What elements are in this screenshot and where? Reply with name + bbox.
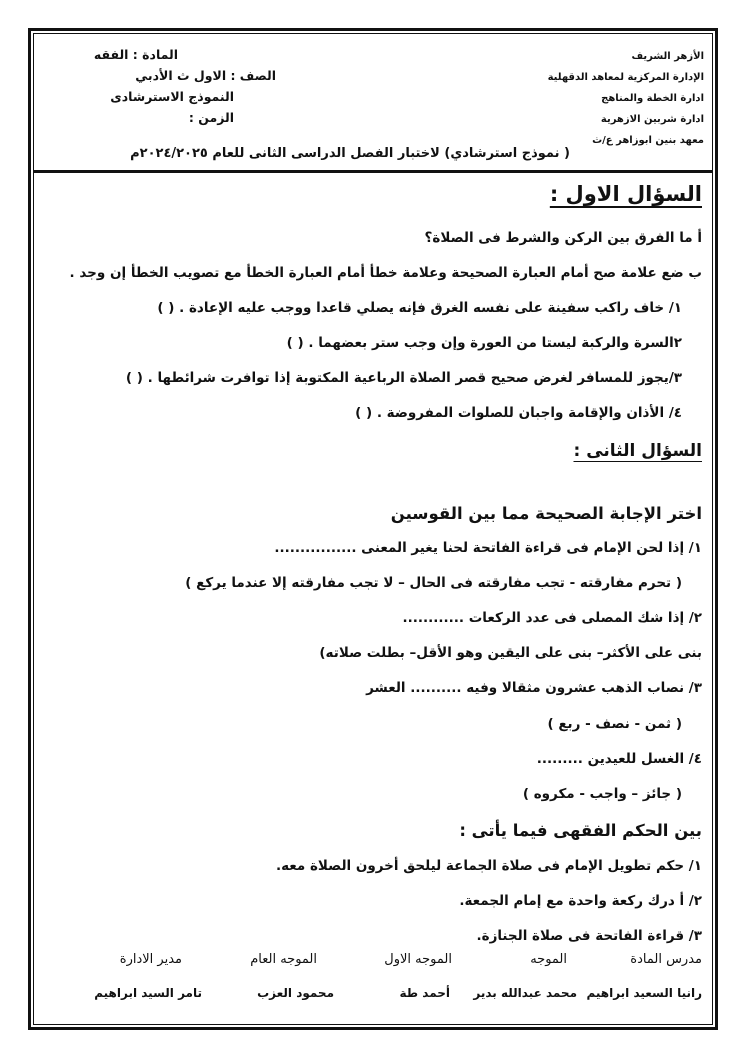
exam-info-header: [46, 44, 276, 128]
header-right-line: ادارة شربين الازهرية: [600, 114, 704, 125]
header-right-line: الإدارة المركزية لمعاهد الدقهلية: [547, 72, 704, 83]
ruling-item: ١/ حكم تطويل الإمام فى صلاة الجماعة ليلحق أخرون الصلاة معه.: [275, 858, 702, 874]
question-1b: ب ضع علامة صح أمام العبارة الصحيحة وعلامة خطأ أمام العبارة الخطأ مع تصويب الخطأ إن وجد .: [69, 265, 702, 281]
mcq-options: ( جائز – واجب - مكروه ): [522, 786, 682, 802]
true-false-item: ٤/ الأذان والإقامة واجبان للصلوات المفروضة . ( ): [355, 405, 682, 421]
mcq-options: ( تحرم مفارقته - تجب مفارقته فى الحال – لا تجب مفارقته إلا عندما يركع ): [185, 575, 682, 591]
signature-name: محمد عبدالله بدير: [473, 986, 577, 1000]
true-false-item: ٢السرة والركبة ليستا من العورة وإن وجب ستر بعضهما . ( ): [286, 335, 682, 351]
signature-name: أحمد طة: [399, 986, 450, 1000]
header-divider: [33, 170, 713, 173]
mcq-stem: ٢/ إذا شك المصلى فى عدد الركعات ............: [402, 610, 702, 626]
ruling-heading: بين الحكم الفقهى فيما يأتى :: [459, 821, 702, 840]
true-false-item: ٣/يجوز للمسافر لغرض صحيح قصر الصلاة الرباعية المكتوبة إذا توافرت شرائطها . ( ): [125, 370, 682, 386]
choose-heading: اختر الإجابة الصحيحة مما بين القوسين: [390, 504, 702, 523]
institution-header: [404, 46, 704, 151]
question-1a: أ ما الفرق بين الركن والشرط فى الصلاة؟: [424, 230, 702, 246]
mcq-stem: ١/ إذا لحن الإمام فى قراءة الفاتحة لحنا يغير المعنى ................: [274, 540, 702, 556]
true-false-item: ١/ خاف راكب سفينة على نفسه الغرق فإنه يصلي قاعدا ووجب عليه الإعادة . ( ): [157, 300, 682, 316]
header-right-line: ادارة الخطة والمناهج: [601, 93, 704, 104]
exam-page: [36, 36, 710, 1022]
question-1-heading: السؤال الاول :: [549, 182, 702, 206]
model-label: النموذج الاسترشادى: [110, 89, 234, 104]
header-right-line: معهد بنين ابوزاهر ع/ث: [592, 135, 704, 146]
signature-title: الموجه الاول: [384, 952, 452, 967]
signature-name: محمود العزب: [257, 986, 334, 1000]
signature-name: رانيا السعيد ابراهيم: [586, 986, 702, 1000]
signature-title: مدير الادارة: [119, 952, 182, 967]
ruling-item: ٢/ أ درك ركعة واحدة مع إمام الجمعة.: [459, 893, 702, 909]
signature-title: الموجه: [530, 952, 567, 967]
signature-title: الموجه العام: [250, 952, 317, 967]
mcq-stem: ٤/ الغسل للعيدين .........: [536, 751, 702, 767]
header-right-line: الأزهر الشريف: [631, 51, 704, 62]
exam-title: ( نموذج استرشادي) لاختبار الفصل الدراسى الثانى للعام ٢٠٢٤/٢٠٢٥م: [130, 146, 570, 161]
mcq-options: بنى على الأكثر– بنى على اليقين وهو الأقل– بطلت صلاته): [319, 645, 702, 661]
question-2-heading: السؤال الثانى :: [573, 441, 702, 461]
subject-label: المادة : الفقه: [93, 47, 178, 62]
ruling-item: ٣/ قراءة الفاتحة فى صلاة الجنازة.: [476, 928, 702, 944]
signature-name: تامر السيد ابراهيم: [94, 986, 202, 1000]
signature-title: مدرس المادة: [630, 952, 702, 967]
mcq-stem: ٣/ نصاب الذهب عشرون مثقالا وفيه .......... العشر: [366, 680, 702, 696]
time-label: الزمن :: [188, 110, 234, 125]
grade-label: الصف : الاول ث الأدبي: [135, 68, 276, 83]
mcq-options: ( ثمن - نصف - ربع ): [547, 716, 682, 732]
